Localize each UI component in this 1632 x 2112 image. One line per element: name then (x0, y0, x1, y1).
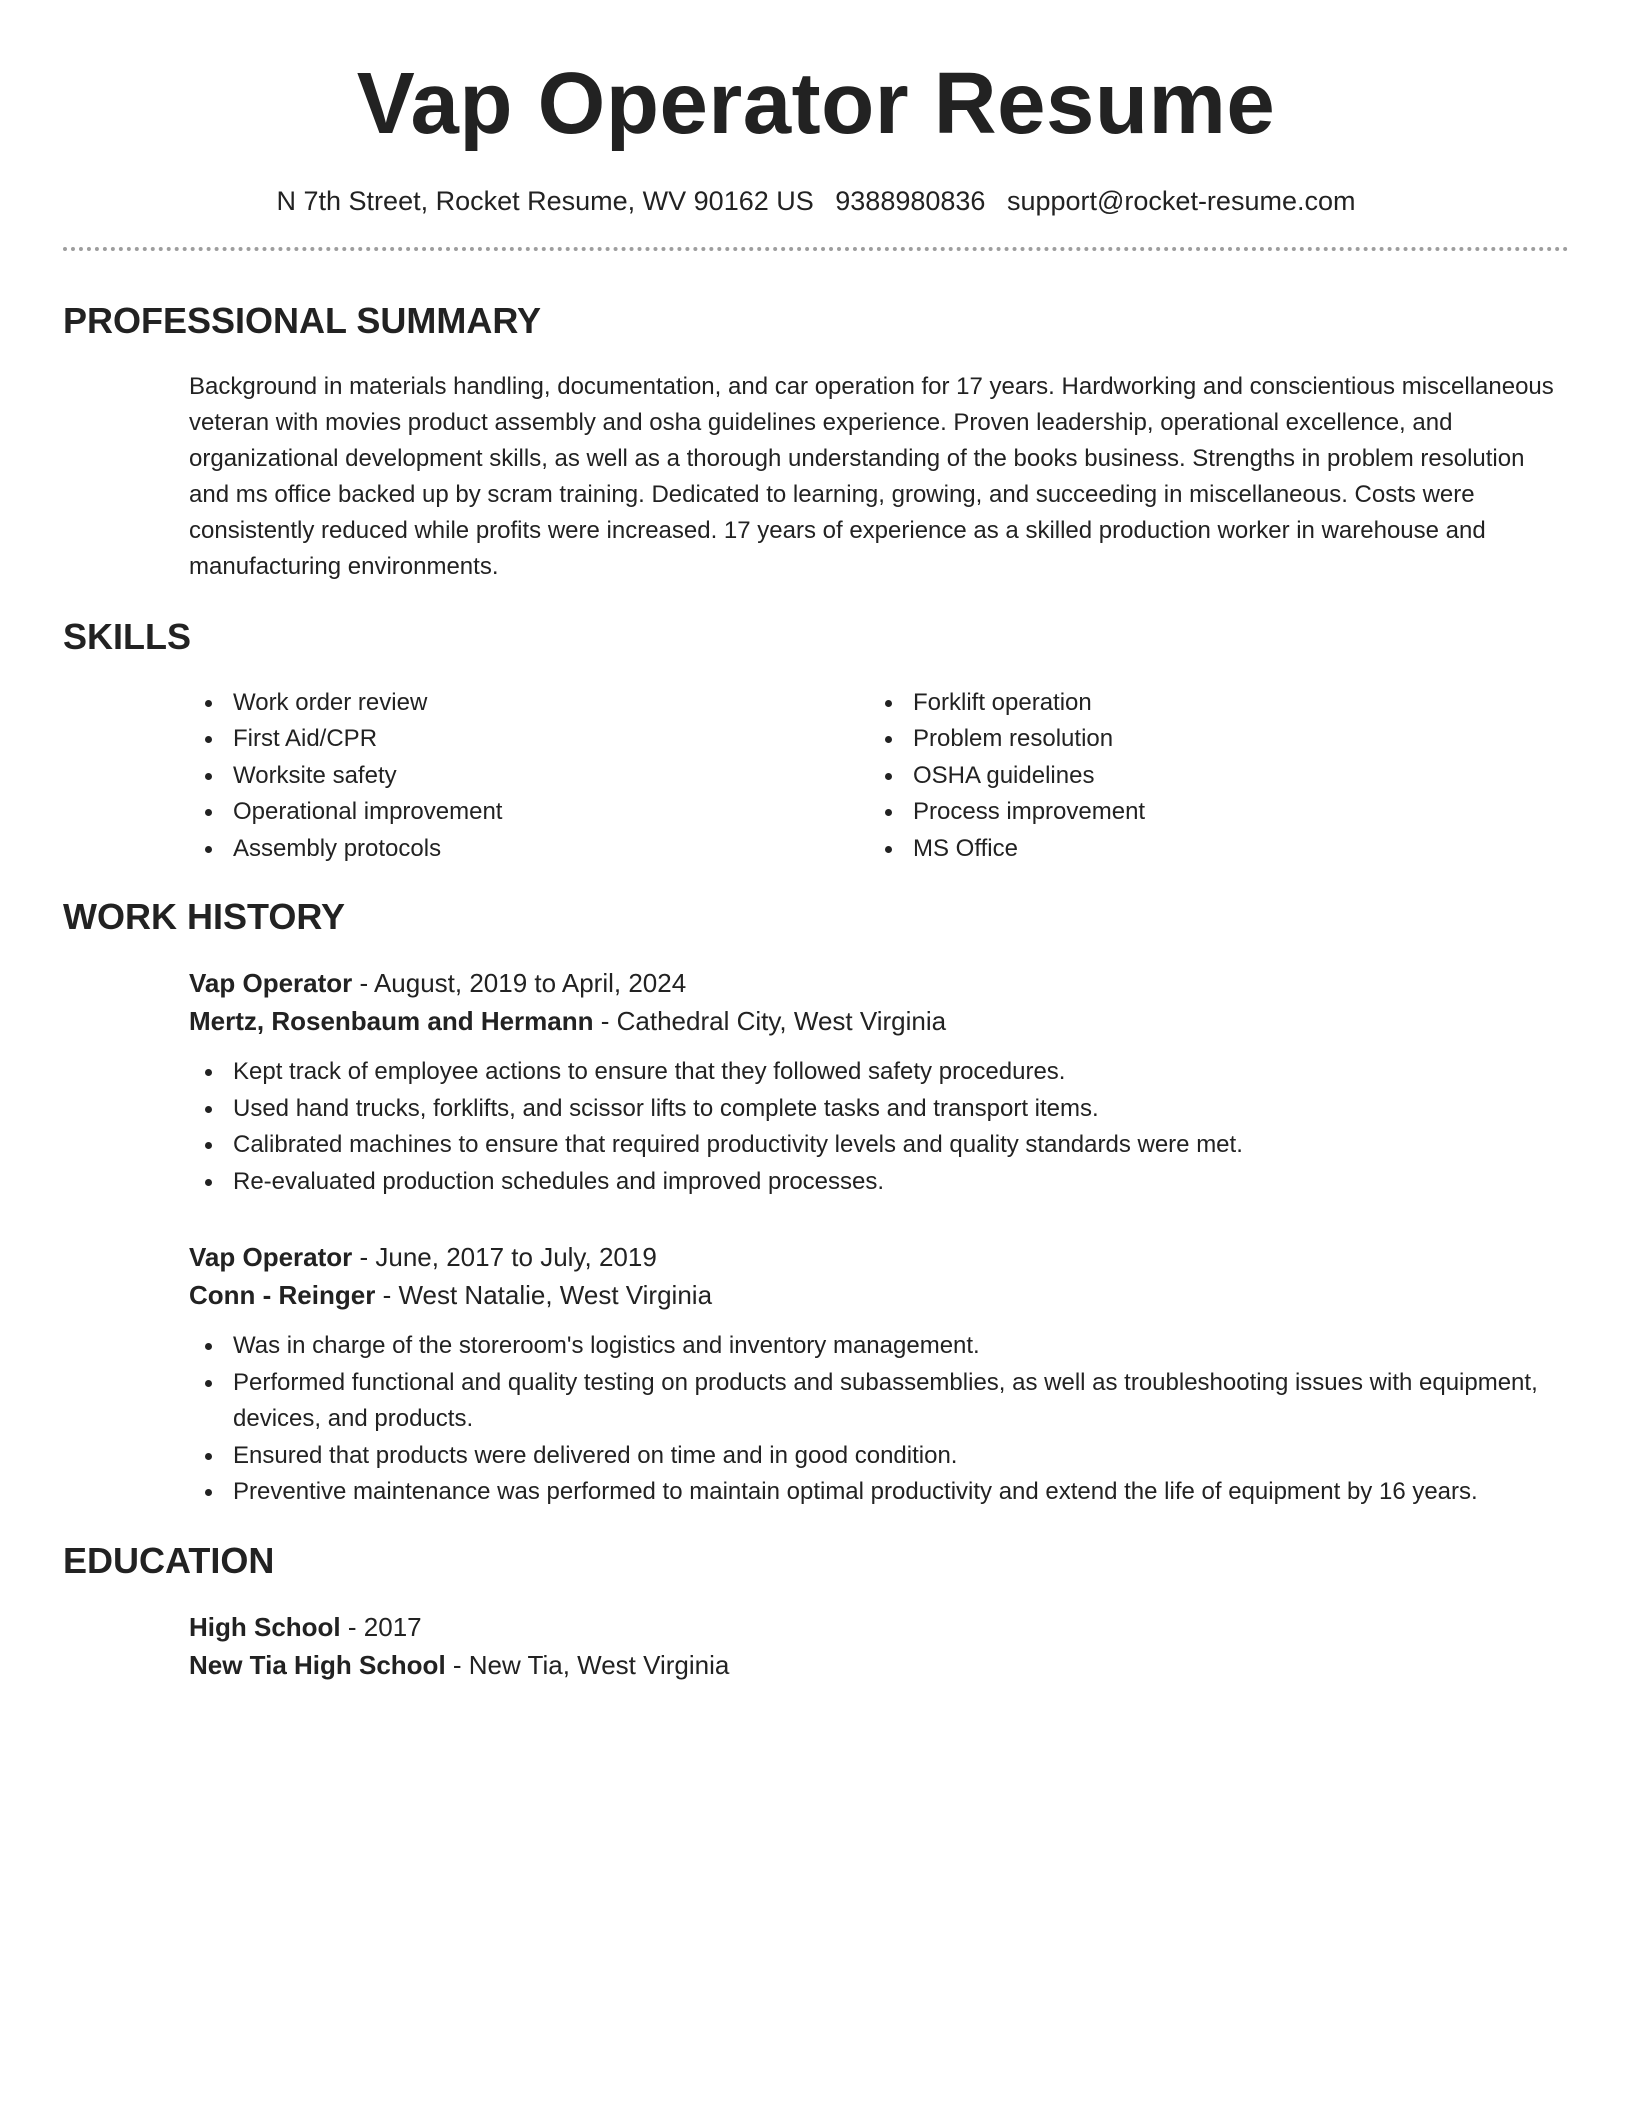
contact-phone: 9388980836 (835, 186, 986, 216)
skills-column-right (869, 685, 1569, 868)
responsibility-item: Re-evaluated production schedules and improved processes. (189, 1164, 1569, 1201)
education-school-line: New Tia High School - New Tia, West Virginia (189, 1650, 730, 1681)
skill-item: OSHA guidelines (869, 758, 1569, 795)
summary-heading: PROFESSIONAL SUMMARY (63, 300, 542, 342)
responsibility-item: Calibrated machines to ensure that required productivity levels and quality standards were met. (189, 1127, 1569, 1164)
job-entry (63, 1238, 1569, 1511)
skill-item: First Aid/CPR (189, 721, 869, 758)
job-title-line: Vap Operator - June, 2017 to July, 2019 (189, 1242, 657, 1273)
job-location: West Natalie, West Virginia (398, 1280, 713, 1311)
skill-item: Work order review (189, 685, 869, 722)
contact-info (63, 185, 1569, 217)
job-responsibilities (189, 1328, 1569, 1511)
responsibility-item: Performed functional and quality testing on products and subassemblies, as well as troubleshooting issues with equipment, devices, and products. (189, 1365, 1569, 1438)
responsibility-item: Was in charge of the storeroom's logistics and inventory management. (189, 1328, 1569, 1365)
job-dates: August, 2019 to April, 2024 (373, 968, 687, 999)
job-title-line: Vap Operator - August, 2019 to April, 2024 (189, 968, 687, 999)
job-title: Vap Operator (189, 1242, 353, 1273)
skills-heading: SKILLS (63, 615, 192, 657)
job-company: Conn - Reinger (189, 1280, 376, 1311)
responsibility-item: Ensured that products were delivered on time and in good condition. (189, 1438, 1569, 1475)
job-entry (63, 964, 1569, 1200)
job-responsibilities (189, 1054, 1569, 1200)
education-school: New Tia High School (189, 1650, 446, 1681)
skill-item: Process improvement (869, 794, 1569, 831)
skill-item: Operational improvement (189, 794, 869, 831)
skills-list (63, 685, 1569, 868)
skill-item: Assembly protocols (189, 831, 869, 868)
job-company-line: Mertz, Rosenbaum and Hermann - Cathedral City, West Virginia (189, 1006, 947, 1037)
work-history-heading: WORK HISTORY (63, 896, 346, 938)
skill-item: Problem resolution (869, 721, 1569, 758)
skill-item: MS Office (869, 831, 1569, 868)
job-location: Cathedral City, West Virginia (616, 1006, 947, 1037)
education-entry (63, 1608, 1569, 1684)
responsibility-item: Used hand trucks, forklifts, and scissor lifts to complete tasks and transport items. (189, 1091, 1569, 1128)
skill-item: Worksite safety (189, 758, 869, 795)
skill-item: Forklift operation (869, 685, 1569, 722)
job-company: Mertz, Rosenbaum and Hermann (189, 1006, 594, 1037)
job-dates: June, 2017 to July, 2019 (375, 1242, 657, 1273)
education-location: New Tia, West Virginia (468, 1650, 730, 1681)
job-title: Vap Operator (189, 968, 353, 999)
skills-column-left (189, 685, 869, 868)
contact-email: support@rocket-resume.com (1006, 186, 1356, 216)
responsibility-item: Kept track of employee actions to ensure that they followed safety procedures. (189, 1054, 1569, 1091)
education-degree-line: High School - 2017 (189, 1612, 422, 1643)
education-degree: High School (189, 1612, 341, 1643)
education-year: 2017 (363, 1612, 422, 1643)
resume-title: Vap Operator Resume (356, 55, 1276, 152)
responsibility-item: Preventive maintenance was performed to maintain optimal productivity and extend the life of equipment by 16 years. (189, 1474, 1569, 1511)
education-heading: EDUCATION (63, 1539, 275, 1581)
contact-address: N 7th Street, Rocket Resume, WV 90162 US (276, 186, 814, 216)
summary-text: Background in materials handling, documentation, and car operation for 17 years. Hardworking and conscientious miscellaneous veteran with movies product assembly and osha guidelines experience. Proven leadership, operational excellence, and organizational development skills, as well as a thorough understanding of the books business. Strengths in problem resolution and ms office backed up by scram training. Dedicated to learning, growing, and succeeding in miscellaneous. Costs were consistently reduced while profits were increased. 17 years of experience as a skilled production worker in warehouse and manufacturing environments. (189, 372, 1554, 580)
header-divider (63, 247, 1569, 251)
job-company-line: Conn - Reinger - West Natalie, West Virginia (189, 1280, 713, 1311)
